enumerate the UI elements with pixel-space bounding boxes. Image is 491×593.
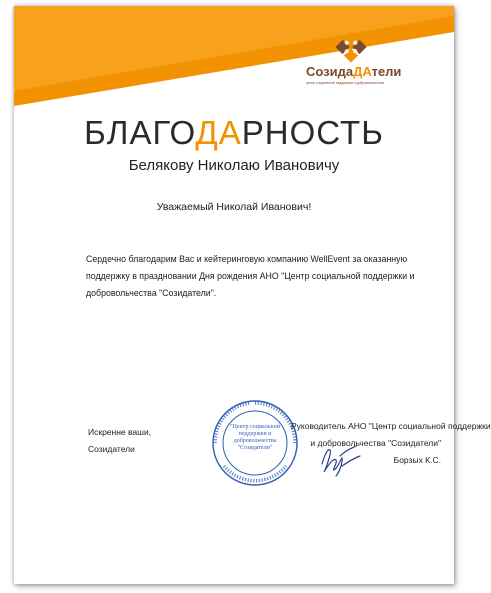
- puzzle-logo-icon: [334, 30, 368, 64]
- director-line-2: и добровольчества "Созидатели": [310, 438, 441, 448]
- title-part2: РНОСТЬ: [241, 114, 384, 151]
- director-line-1: Руководитель АНО "Центр социальной поддержки: [291, 421, 491, 431]
- director-block: [291, 418, 491, 469]
- logo-name: [306, 64, 406, 79]
- closing: [88, 424, 208, 458]
- recipient-name: Белякову Николаю Ивановичу: [128, 157, 340, 174]
- closing-line-1: Искренне ваши,: [88, 427, 152, 437]
- title-part1: БЛАГО: [84, 114, 196, 151]
- director-name: Борзых К.С.: [393, 455, 441, 465]
- salutation: Уважаемый Николай Иванович!: [156, 201, 312, 213]
- logo-name-part2: тели: [371, 64, 402, 79]
- certificate-page: [14, 6, 491, 584]
- title-accent: ДА: [195, 114, 242, 151]
- logo-name-part1: Созида: [306, 64, 354, 79]
- closing-line-2: Созидатели: [88, 444, 135, 454]
- sozidateli-logo: [306, 30, 406, 100]
- logo-name-accent: ДА: [353, 64, 372, 79]
- logo-tagline: центр социальной поддержки и добровольчества: [306, 81, 384, 85]
- gratitude-text: Сердечно благодарим Вас и кейтеринговую компанию WellEvent за оказанную поддержку в праздновании Дня рождения АНО "Центр социальной поддержки и добровольчества "Созидатели".: [86, 254, 415, 298]
- organization-stamp: [210, 398, 300, 488]
- handwritten-signature: [316, 442, 364, 478]
- certificate-title: [14, 114, 454, 152]
- stamp-center-text: "Центр социальной поддержки и добровольчества "Созидатели": [230, 424, 280, 451]
